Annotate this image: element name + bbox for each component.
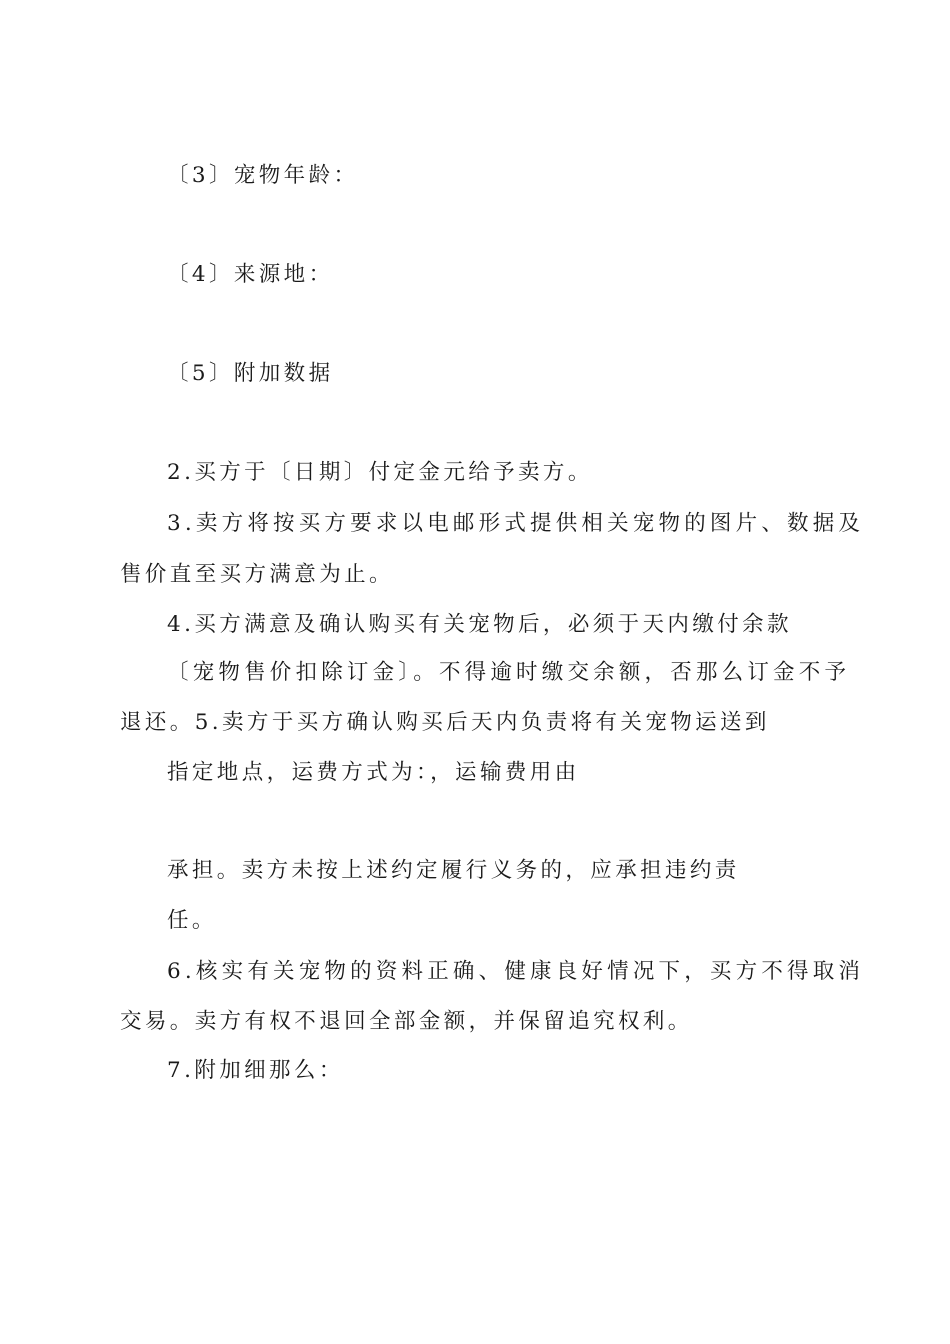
item-origin: 〔4〕来源地： bbox=[167, 262, 334, 287]
clause-5-line-4: 任。 bbox=[167, 908, 217, 933]
clause-4-line-2: 〔宠物售价扣除订金〕。不得逾时缴交余额，否那么订金不予 bbox=[167, 660, 851, 685]
clause-4-5-line: 退还。5.卖方于买方确认购买后天内负责将有关宠物运送到 bbox=[120, 710, 770, 735]
clause-5-line-3: 承担。卖方未按上述约定履行义务的，应承担违约责 bbox=[167, 858, 740, 883]
clause-5-line-2: 指定地点，运费方式为：，运输费用由 bbox=[167, 760, 580, 785]
clause-2-deposit: 2.买方于〔日期〕付定金元给予卖方。 bbox=[167, 460, 593, 485]
clause-7: 7.附加细那么： bbox=[167, 1058, 344, 1083]
clause-3-line-1: 3.卖方将按买方要求以电邮形式提供相关宠物的图片、数据及 bbox=[167, 511, 865, 536]
clause-6-line-1: 6.核实有关宠物的资料正确、健康良好情况下，买方不得取消 bbox=[167, 959, 865, 984]
clause-6-line-2: 交易。卖方有权不退回全部金额，并保留追究权利。 bbox=[120, 1009, 693, 1034]
clause-4-line-1: 4.买方满意及确认购买有关宠物后，必须于天内缴付余款 bbox=[167, 612, 792, 637]
item-additional-data: 〔5〕附加数据 bbox=[167, 361, 334, 386]
item-pet-age: 〔3〕宠物年龄： bbox=[167, 163, 359, 188]
clause-3-line-2: 售价直至买方满意为止。 bbox=[120, 562, 394, 587]
